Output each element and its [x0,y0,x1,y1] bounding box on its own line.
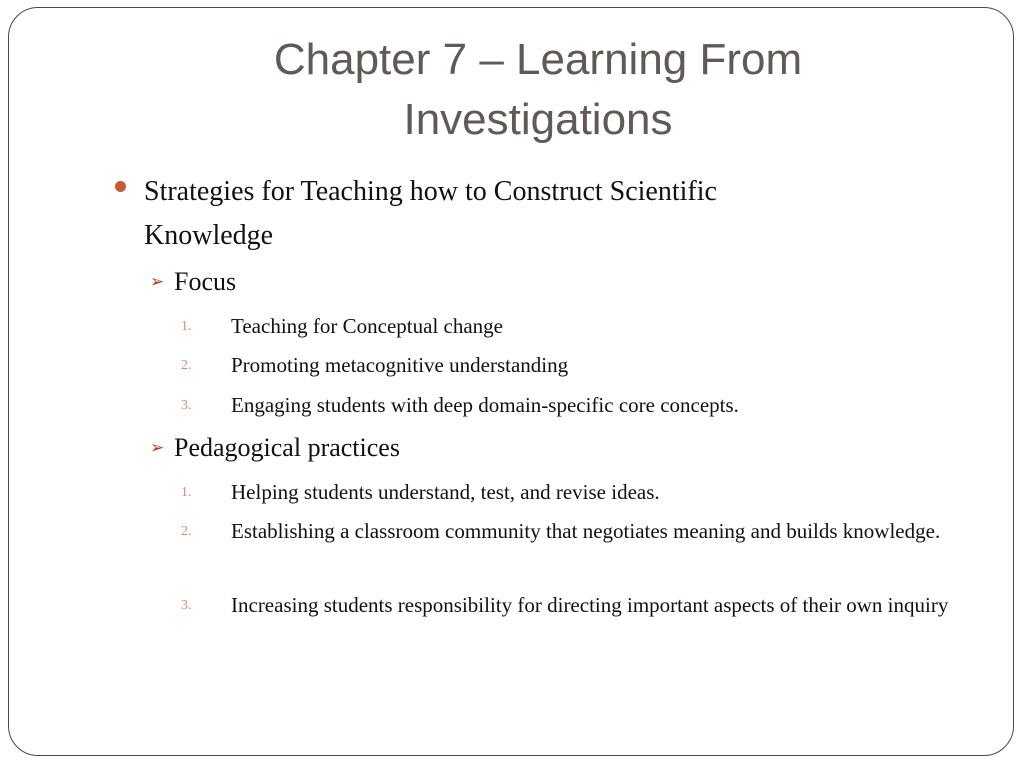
list-number: 2. [181,358,192,373]
list-number: 3. [181,598,192,613]
list-number: 3. [181,398,192,413]
arrow-bullet-icon: ➢ [150,272,165,292]
practices-heading [150,432,400,464]
bullet-dot-icon [115,181,126,192]
list-text: Engaging students with deep domain-specific core concepts. [231,393,739,417]
arrow-bullet-icon: ➢ [150,438,165,458]
list-text: Increasing students responsibility for directing important aspects of their own inquiry [231,593,949,617]
list-number: 1. [181,319,192,334]
list-number: 2. [181,524,192,539]
list-text: Teaching for Conceptual change [231,314,503,338]
list-text: Helping students understand, test, and revise ideas. [231,480,660,504]
main-bullet: Strategies for Teaching how to Construct Scientific Knowledge [144,176,717,251]
focus-heading [150,266,236,298]
title-line-1: Chapter 7 – Learning From [273,35,803,84]
focus-label: Focus [174,267,237,296]
list-number: 1. [181,485,192,500]
title-line-2: Investigations [403,95,673,144]
list-text: Promoting metacognitive understanding [231,353,569,377]
practices-label: Pedagogical practices [174,433,400,462]
list-text: Establishing a classroom community that negotiates meaning and builds knowledge. [231,519,941,543]
slide-title [150,30,926,150]
